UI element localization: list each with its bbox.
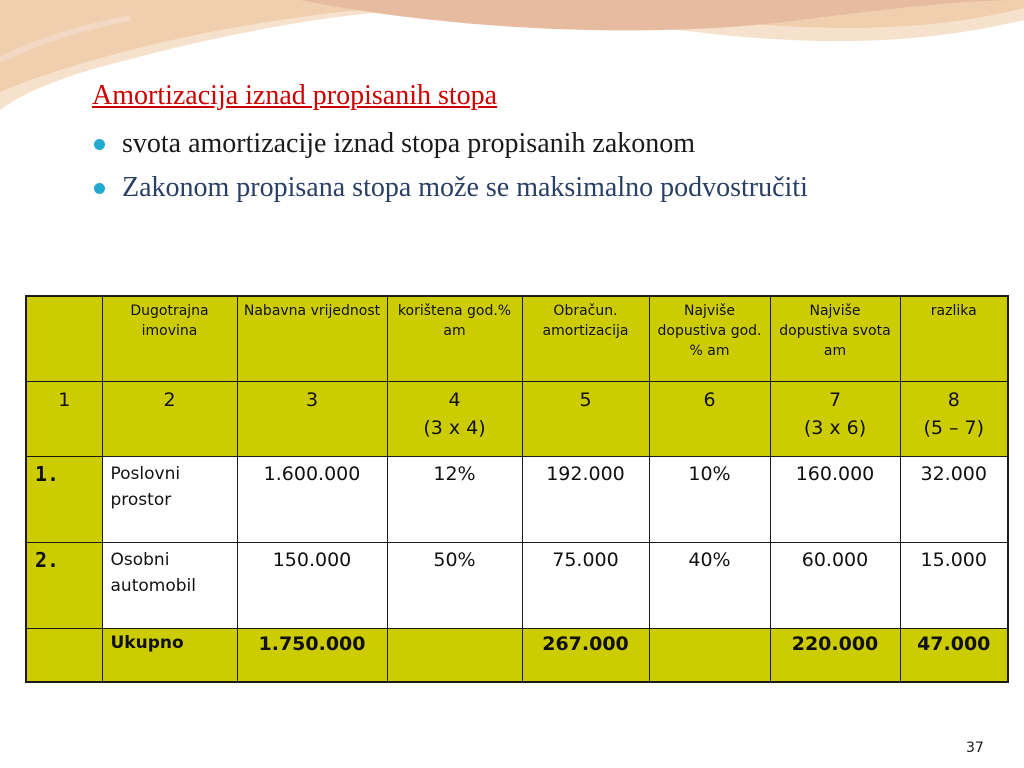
header-cell: Obračun. amortizacija xyxy=(522,296,649,382)
bullet-item xyxy=(92,170,892,206)
table-header-row xyxy=(26,296,1008,382)
header-cell: Najviše dopustiva svota am xyxy=(770,296,900,382)
table-cell: 40% xyxy=(649,543,770,629)
table-cell: 15.000 xyxy=(900,543,1008,629)
total-cell: 1.750.000 xyxy=(237,629,387,683)
total-cell: 220.000 xyxy=(770,629,900,683)
header-cell xyxy=(26,296,102,382)
asset-name-cell: Poslovni prostor xyxy=(102,457,237,543)
header-cell: korištena god.% am xyxy=(387,296,522,382)
page-number: 37 xyxy=(966,740,984,756)
table-cell: 32.000 xyxy=(900,457,1008,543)
total-cell xyxy=(649,629,770,683)
total-row xyxy=(26,629,1008,683)
column-number-cell: 1 xyxy=(26,382,102,457)
bullet-item xyxy=(92,126,892,162)
amortization-table xyxy=(25,295,1009,683)
column-number-cell: 5 xyxy=(522,382,649,457)
table-cell: 1.600.000 xyxy=(237,457,387,543)
column-number-cell: 6 xyxy=(649,382,770,457)
header-cell: razlika xyxy=(900,296,1008,382)
table-cell: 160.000 xyxy=(770,457,900,543)
bullet-list xyxy=(92,126,892,214)
table-cell: 192.000 xyxy=(522,457,649,543)
total-label-cell: Ukupno xyxy=(102,629,237,683)
bullet-text: svota amortizacije iznad stopa propisanih zakonom xyxy=(122,128,696,159)
column-number-row xyxy=(26,382,1008,457)
row-number-cell: 2. xyxy=(26,543,102,629)
total-cell: 47.000 xyxy=(900,629,1008,683)
total-cell xyxy=(26,629,102,683)
header-cell: Najviše dopustiva god. % am xyxy=(649,296,770,382)
table-cell: 10% xyxy=(649,457,770,543)
bullet-dot-icon xyxy=(94,139,105,150)
column-number-cell: 4 (3 x 4) xyxy=(387,382,522,457)
table-cell: 12% xyxy=(387,457,522,543)
bullet-text: Zakonom propisana stopa može se maksimalno podvostručiti xyxy=(122,172,808,203)
column-number-cell: 7 (3 x 6) xyxy=(770,382,900,457)
header-cell: Nabavna vrijednost xyxy=(237,296,387,382)
column-number-cell: 8 (5 – 7) xyxy=(900,382,1008,457)
table-cell: 50% xyxy=(387,543,522,629)
total-cell: 267.000 xyxy=(522,629,649,683)
table-cell: 75.000 xyxy=(522,543,649,629)
table-row xyxy=(26,457,1008,543)
total-cell xyxy=(387,629,522,683)
row-number-cell: 1. xyxy=(26,457,102,543)
asset-name-cell: Osobni automobil xyxy=(102,543,237,629)
column-number-cell: 2 xyxy=(102,382,237,457)
table-cell: 150.000 xyxy=(237,543,387,629)
column-number-cell: 3 xyxy=(237,382,387,457)
table-row xyxy=(26,543,1008,629)
header-cell: Dugotrajna imovina xyxy=(102,296,237,382)
slide-title: Amortizacija iznad propisanih stopa xyxy=(92,80,498,111)
table-cell: 60.000 xyxy=(770,543,900,629)
bullet-dot-icon xyxy=(94,183,105,194)
